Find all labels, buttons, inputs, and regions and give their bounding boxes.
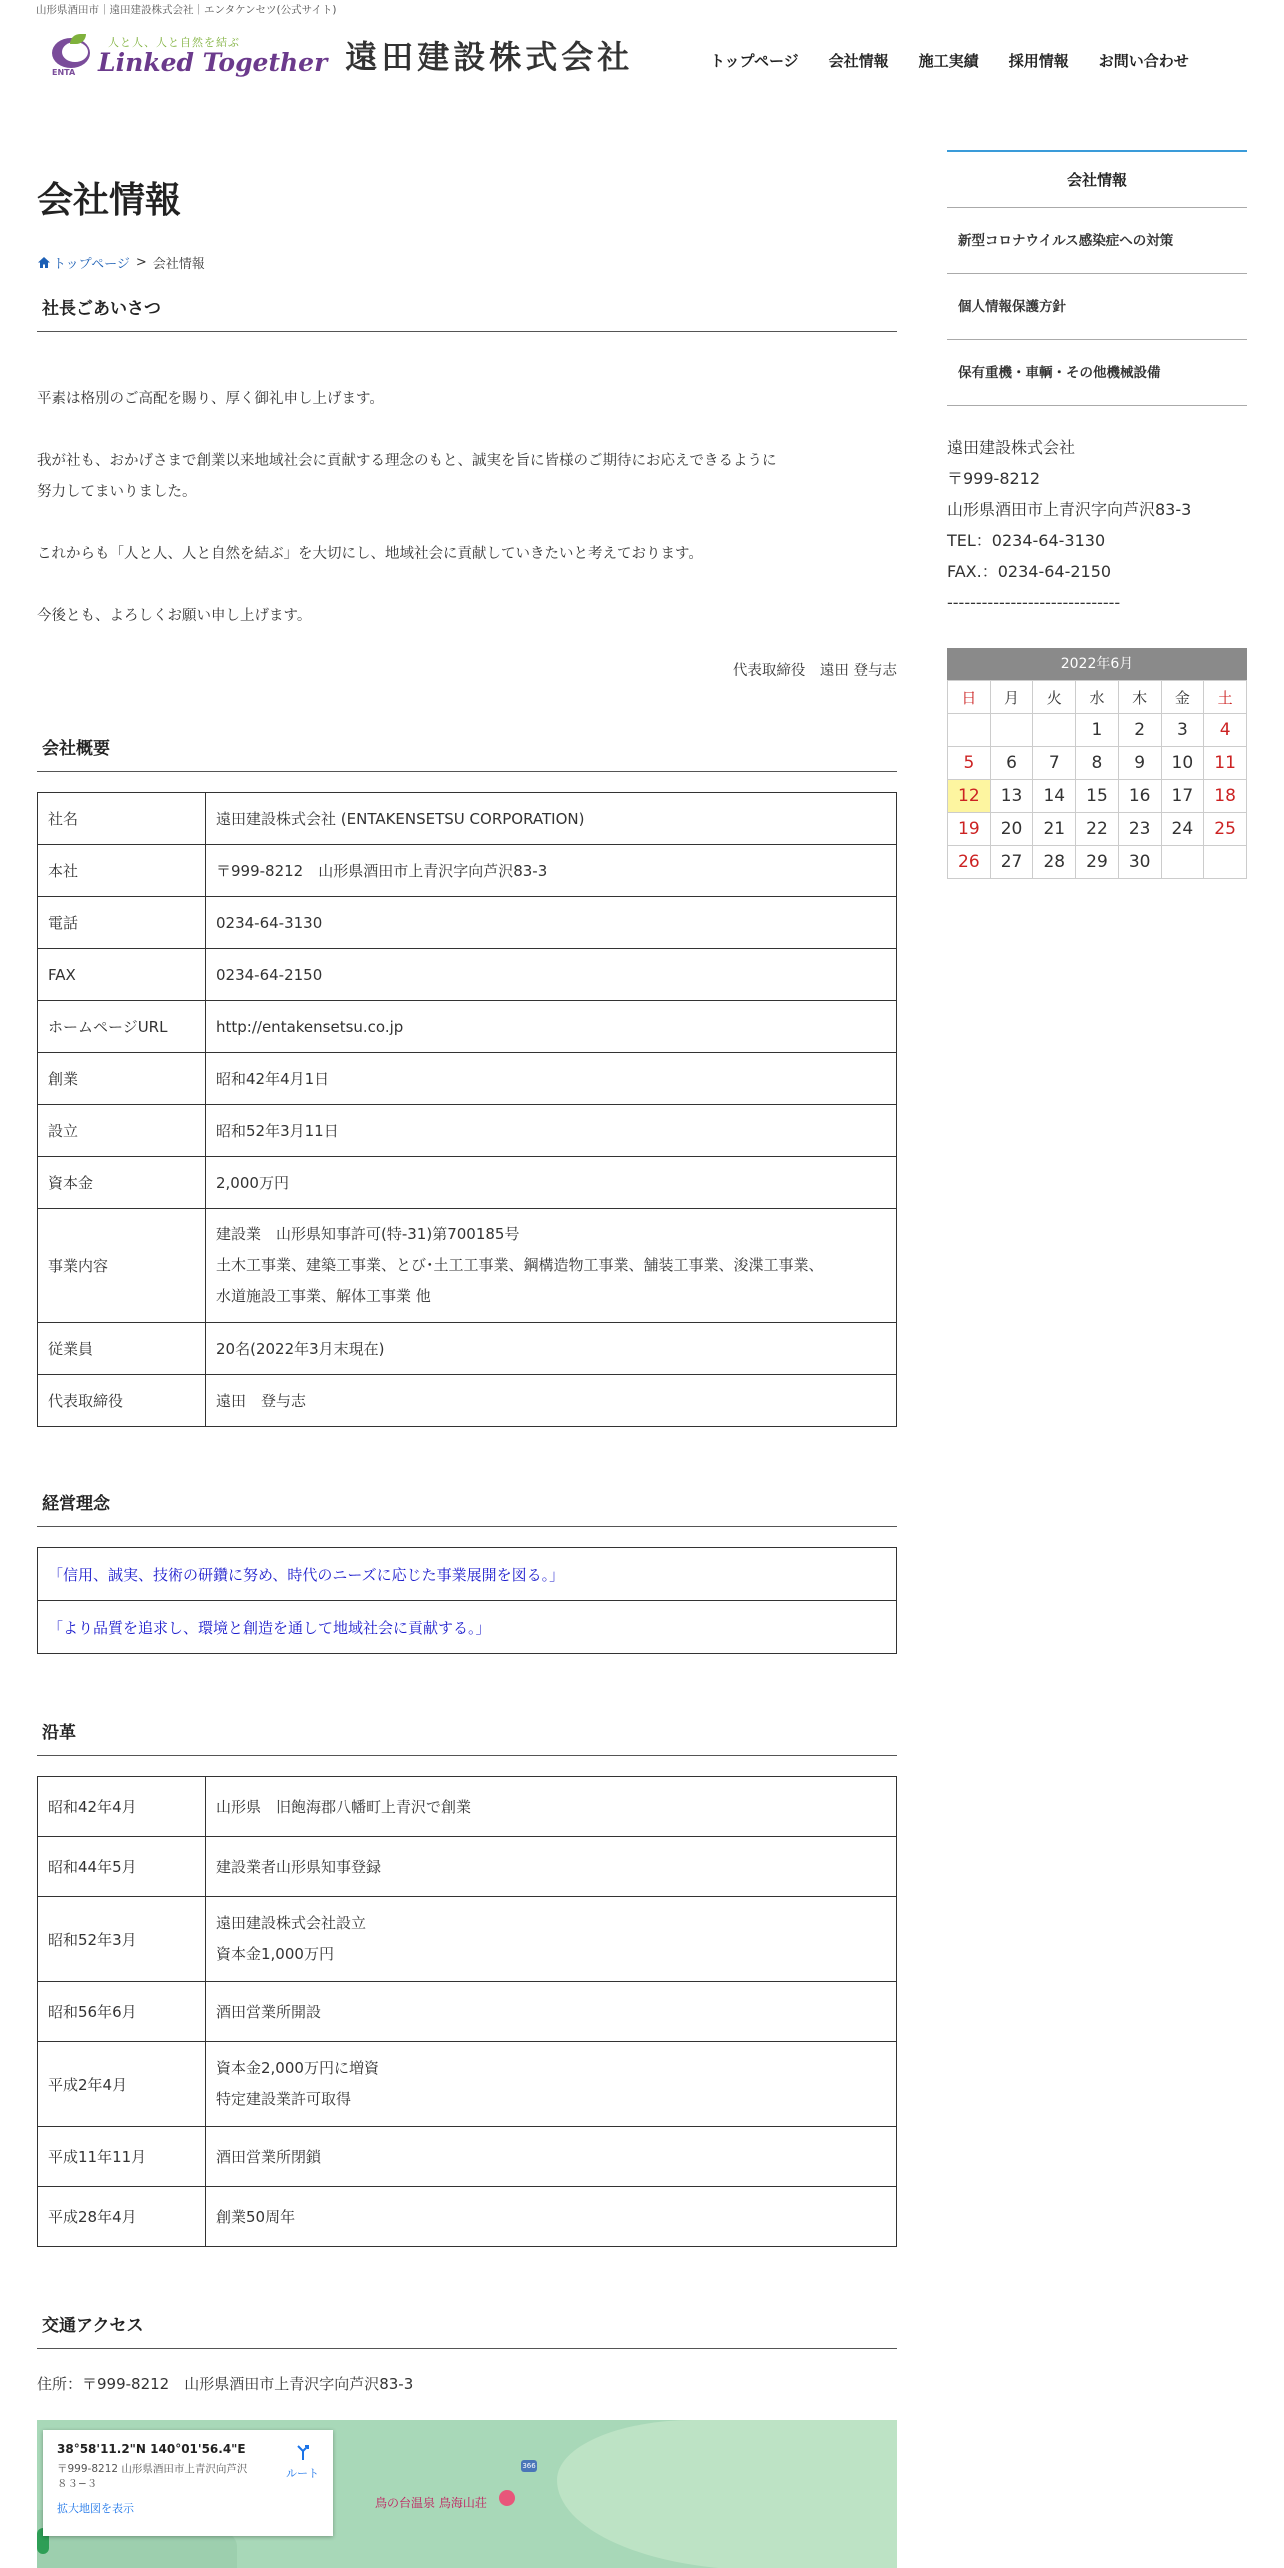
table-row <box>38 1209 897 1323</box>
row-label: 本社 <box>38 845 206 897</box>
calendar-day: 1 <box>1076 714 1119 747</box>
row-value: 遠田建設株式会社 (ENTAKENSETSU CORPORATION) <box>206 793 897 845</box>
calendar-day: 15 <box>1076 780 1119 813</box>
calendar-day <box>1033 714 1076 747</box>
row-value: 遠田 登与志 <box>206 1375 897 1427</box>
access-heading: 交通アクセス <box>37 2311 897 2349</box>
greeting-paragraph: 平素は格別のご高配を賜り、厚く御礼申し上げます。 <box>37 391 384 407</box>
home-icon <box>37 256 51 269</box>
breadcrumb <box>37 253 897 272</box>
calendar-weekday: 日 <box>948 681 991 714</box>
calendar-day: 26 <box>948 846 991 879</box>
sidebar-item-privacy[interactable]: 個人情報保護方針 <box>947 274 1247 340</box>
calendar-day: 25 <box>1204 813 1247 846</box>
main-content <box>37 140 897 2568</box>
calendar-day: 23 <box>1118 813 1161 846</box>
row-value: 〒999-8212 山形県酒田市上青沢字向芦沢83-3 <box>206 845 897 897</box>
history-event: 建設業者山形県知事登録 <box>206 1837 897 1897</box>
history-line: 資本金1,000万円 <box>216 1945 334 1963</box>
table-row <box>38 1837 897 1897</box>
sidebar-item-covid[interactable]: 新型コロナウイルス感染症への対策 <box>947 208 1247 274</box>
breadcrumb-separator: > <box>135 255 147 270</box>
philosophy-table <box>37 1547 897 1654</box>
table-row <box>38 1982 897 2042</box>
history-line: 遠田建設株式会社設立 <box>216 1914 367 1932</box>
site-logo[interactable] <box>50 32 633 78</box>
calendar-day: 27 <box>990 846 1033 879</box>
sidebar-heading: 会社情報 <box>947 150 1247 208</box>
calendar-day: 8 <box>1076 747 1119 780</box>
history-event <box>206 1897 897 1982</box>
row-label: FAX <box>38 949 206 1001</box>
table-row <box>38 1548 897 1601</box>
access-address: 住所：〒999-8212 山形県酒田市上青沢字向芦沢83-3 <box>37 2375 414 2393</box>
row-label: 事業内容 <box>38 1209 206 1323</box>
calendar-day: 14 <box>1033 780 1076 813</box>
history-event: 創業50周年 <box>206 2187 897 2247</box>
table-row <box>38 1001 897 1053</box>
business-line: 土木工事業、建築工事業、とび･土工工事業、鋼構造物工事業、舗装工事業、浚渫工事業、 <box>216 1256 824 1274</box>
philosophy-heading: 経営理念 <box>37 1489 897 1527</box>
calendar-day: 10 <box>1161 747 1204 780</box>
calendar-day <box>990 714 1033 747</box>
history-event <box>206 2042 897 2127</box>
sidebar-company-info <box>947 432 1247 618</box>
map-coordinates: 38°58'11.2"N 140°01'56.4"E <box>57 2442 246 2456</box>
table-row <box>38 1323 897 1375</box>
row-value: 昭和42年4月1日 <box>206 1053 897 1105</box>
logo-mark-icon <box>50 32 94 78</box>
overview-heading: 会社概要 <box>37 734 897 772</box>
table-row <box>38 1157 897 1209</box>
directions-label: ルート <box>286 2467 319 2480</box>
row-value: 20名(2022年3月末現在) <box>206 1323 897 1375</box>
calendar-day: 3 <box>1161 714 1204 747</box>
info-line: 〒999-8212 <box>947 469 1041 488</box>
calendar-day: 22 <box>1076 813 1119 846</box>
calendar-day: 5 <box>948 747 991 780</box>
row-label: 従業員 <box>38 1323 206 1375</box>
row-value: http://entakensetsu.co.jp <box>206 1001 897 1053</box>
nav-recruit[interactable]: 採用情報 <box>1008 52 1069 70</box>
history-table <box>37 1776 897 2247</box>
table-row <box>38 1897 897 1982</box>
row-label: 電話 <box>38 897 206 949</box>
philosophy-item: 「信用、誠実、技術の研鑽に努め、時代のニーズに応じた事業展開を図る。」 <box>38 1548 897 1601</box>
info-line: 山形県酒田市上青沢字向芦沢83-3 <box>947 500 1192 519</box>
map-place-label: 鳥の台温泉 鳥海山荘 <box>375 2496 487 2510</box>
history-event: 酒田営業所閉鎖 <box>206 2127 897 2187</box>
calendar-day: 13 <box>990 780 1033 813</box>
business-line: 水道施設工事業、解体工事業 他 <box>216 1287 431 1305</box>
calendar-weekday: 土 <box>1204 681 1247 714</box>
nav-works[interactable]: 施工実績 <box>918 52 979 70</box>
history-heading: 沿革 <box>37 1718 897 1756</box>
calendar-day: 28 <box>1033 846 1076 879</box>
calendar-day <box>1161 846 1204 879</box>
row-label: 代表取締役 <box>38 1375 206 1427</box>
breadcrumb-home[interactable] <box>37 253 130 272</box>
nav-contact[interactable]: お問い合わせ <box>1098 52 1189 70</box>
company-overview-table <box>37 792 897 1427</box>
enlarge-map-link[interactable]: 拡大地図を表示 <box>57 2502 134 2515</box>
table-row <box>38 2187 897 2247</box>
calendar-day: 9 <box>1118 747 1161 780</box>
history-date: 平成11年11月 <box>38 2127 206 2187</box>
calendar-week <box>948 813 1247 846</box>
calendar-day: 12 <box>948 780 991 813</box>
table-row <box>38 949 897 1001</box>
table-row <box>38 1601 897 1654</box>
table-row <box>38 1053 897 1105</box>
row-label: 設立 <box>38 1105 206 1157</box>
road-number-badge: 366 <box>522 2462 536 2470</box>
history-date: 昭和42年4月 <box>38 1777 206 1837</box>
nav-company[interactable]: 会社情報 <box>828 52 889 70</box>
row-value: 昭和52年3月11日 <box>206 1105 897 1157</box>
calendar-day: 2 <box>1118 714 1161 747</box>
table-row <box>38 1777 897 1837</box>
map-info-card <box>43 2430 333 2536</box>
greeting-heading: 社長ごあいさつ <box>37 294 897 332</box>
table-row <box>38 897 897 949</box>
row-label: 社名 <box>38 793 206 845</box>
calendar-day: 4 <box>1204 714 1247 747</box>
row-label: 資本金 <box>38 1157 206 1209</box>
directions-icon <box>293 2442 313 2462</box>
row-label: ホームページURL <box>38 1001 206 1053</box>
calendar-day: 18 <box>1204 780 1247 813</box>
calendar-week <box>948 846 1247 879</box>
history-date: 昭和44年5月 <box>38 1837 206 1897</box>
calendar-day: 29 <box>1076 846 1119 879</box>
map-terrain <box>557 2420 897 2568</box>
logo-company-name: 遠田建設株式会社 <box>345 38 634 76</box>
calendar-grid <box>947 680 1247 879</box>
greeting-line: 我が社も、おかげさまで創業以来地域社会に貢献する理念のもと、誠実を旨に皆様のご期待にお応えできるように <box>37 453 777 469</box>
calendar-day: 19 <box>948 813 991 846</box>
site-tagline: 山形県酒田市｜遠田建設株式会社｜エンタケンセツ(公式サイト) <box>36 4 337 16</box>
philosophy-item: 「より品質を追求し、環境と創造を通して地域社会に貢献する。」 <box>38 1601 897 1654</box>
history-date: 平成2年4月 <box>38 2042 206 2127</box>
row-value: 2,000万円 <box>206 1157 897 1209</box>
row-label: 創業 <box>38 1053 206 1105</box>
calendar-weekday: 月 <box>990 681 1033 714</box>
calendar-weekday: 金 <box>1161 681 1204 714</box>
history-date: 昭和56年6月 <box>38 1982 206 2042</box>
calendar-day: 24 <box>1161 813 1204 846</box>
calendar-day: 30 <box>1118 846 1161 879</box>
calendar-week <box>948 714 1247 747</box>
history-line: 特定建設業許可取得 <box>216 2090 352 2108</box>
history-date: 平成28年4月 <box>38 2187 206 2247</box>
map-address: 〒999-8212 山形県酒田市上青沢向芦沢８３−３ <box>57 2463 248 2490</box>
history-event: 酒田営業所開設 <box>206 1982 897 2042</box>
info-line: 遠田建設株式会社 <box>947 438 1076 457</box>
logo-tagline: 人と人、人と自然を結ぶ <box>108 36 240 49</box>
greeting-paragraph: 今後とも、よろしくお願い申し上げます。 <box>37 608 312 624</box>
calendar-weekday: 水 <box>1076 681 1119 714</box>
greeting-paragraph <box>37 446 897 508</box>
calendar-day: 11 <box>1204 747 1247 780</box>
breadcrumb-home-label: トップページ <box>53 257 130 272</box>
history-date: 昭和52年3月 <box>38 1897 206 1982</box>
president-signature: 代表取締役 遠田 登与志 <box>732 663 897 679</box>
logo-sub-text: ENTA <box>52 68 76 77</box>
sidebar <box>947 150 1247 879</box>
calendar-day <box>948 714 991 747</box>
table-row <box>38 1105 897 1157</box>
table-row <box>38 1375 897 1427</box>
business-line: 建設業 山形県知事許可(特-31)第700185号 <box>216 1225 520 1243</box>
table-row <box>38 793 897 845</box>
global-nav <box>710 50 1219 71</box>
info-line: FAX.：0234-64-2150 <box>947 562 1112 581</box>
calendar-week <box>948 780 1247 813</box>
calendar-weekday: 火 <box>1033 681 1076 714</box>
breadcrumb-current: 会社情報 <box>152 257 205 272</box>
directions-button[interactable] <box>286 2442 319 2481</box>
calendar-day: 17 <box>1161 780 1204 813</box>
calendar-title: 2022年6月 <box>947 648 1247 680</box>
logo-english: Linked Together <box>98 48 328 77</box>
info-line: ------------------------------ <box>947 593 1121 612</box>
row-value: 0234-64-3130 <box>206 897 897 949</box>
nav-top[interactable]: トップページ <box>710 52 799 70</box>
page-title: 会社情報 <box>37 180 182 221</box>
calendar <box>947 648 1247 879</box>
sidebar-item-equipment[interactable]: 保有重機・車輌・その他機械設備 <box>947 340 1247 406</box>
table-row <box>38 2127 897 2187</box>
table-row <box>38 2042 897 2127</box>
calendar-week <box>948 747 1247 780</box>
calendar-day: 21 <box>1033 813 1076 846</box>
calendar-weekday-row <box>948 681 1247 714</box>
history-event: 山形県 旧飽海郡八幡町上青沢で創業 <box>206 1777 897 1837</box>
calendar-day: 20 <box>990 813 1033 846</box>
embedded-map[interactable] <box>37 2420 897 2568</box>
calendar-day: 7 <box>1033 747 1076 780</box>
row-value <box>206 1209 897 1323</box>
calendar-day: 16 <box>1118 780 1161 813</box>
calendar-day: 6 <box>990 747 1033 780</box>
greeting-text <box>37 384 897 632</box>
calendar-weekday: 木 <box>1118 681 1161 714</box>
greeting-paragraph: これからも「人と人、人と自然を結ぶ」を大切にし、地域社会に貢献していきたいと考えております。 <box>37 546 703 562</box>
history-line: 資本金2,000万円に増資 <box>216 2059 379 2077</box>
map-place-pin-icon[interactable] <box>499 2490 515 2506</box>
row-value: 0234-64-2150 <box>206 949 897 1001</box>
calendar-day <box>1204 846 1247 879</box>
info-line: TEL：0234-64-3130 <box>947 531 1106 550</box>
greeting-line: 努力してまいりました。 <box>37 484 197 500</box>
table-row <box>38 845 897 897</box>
